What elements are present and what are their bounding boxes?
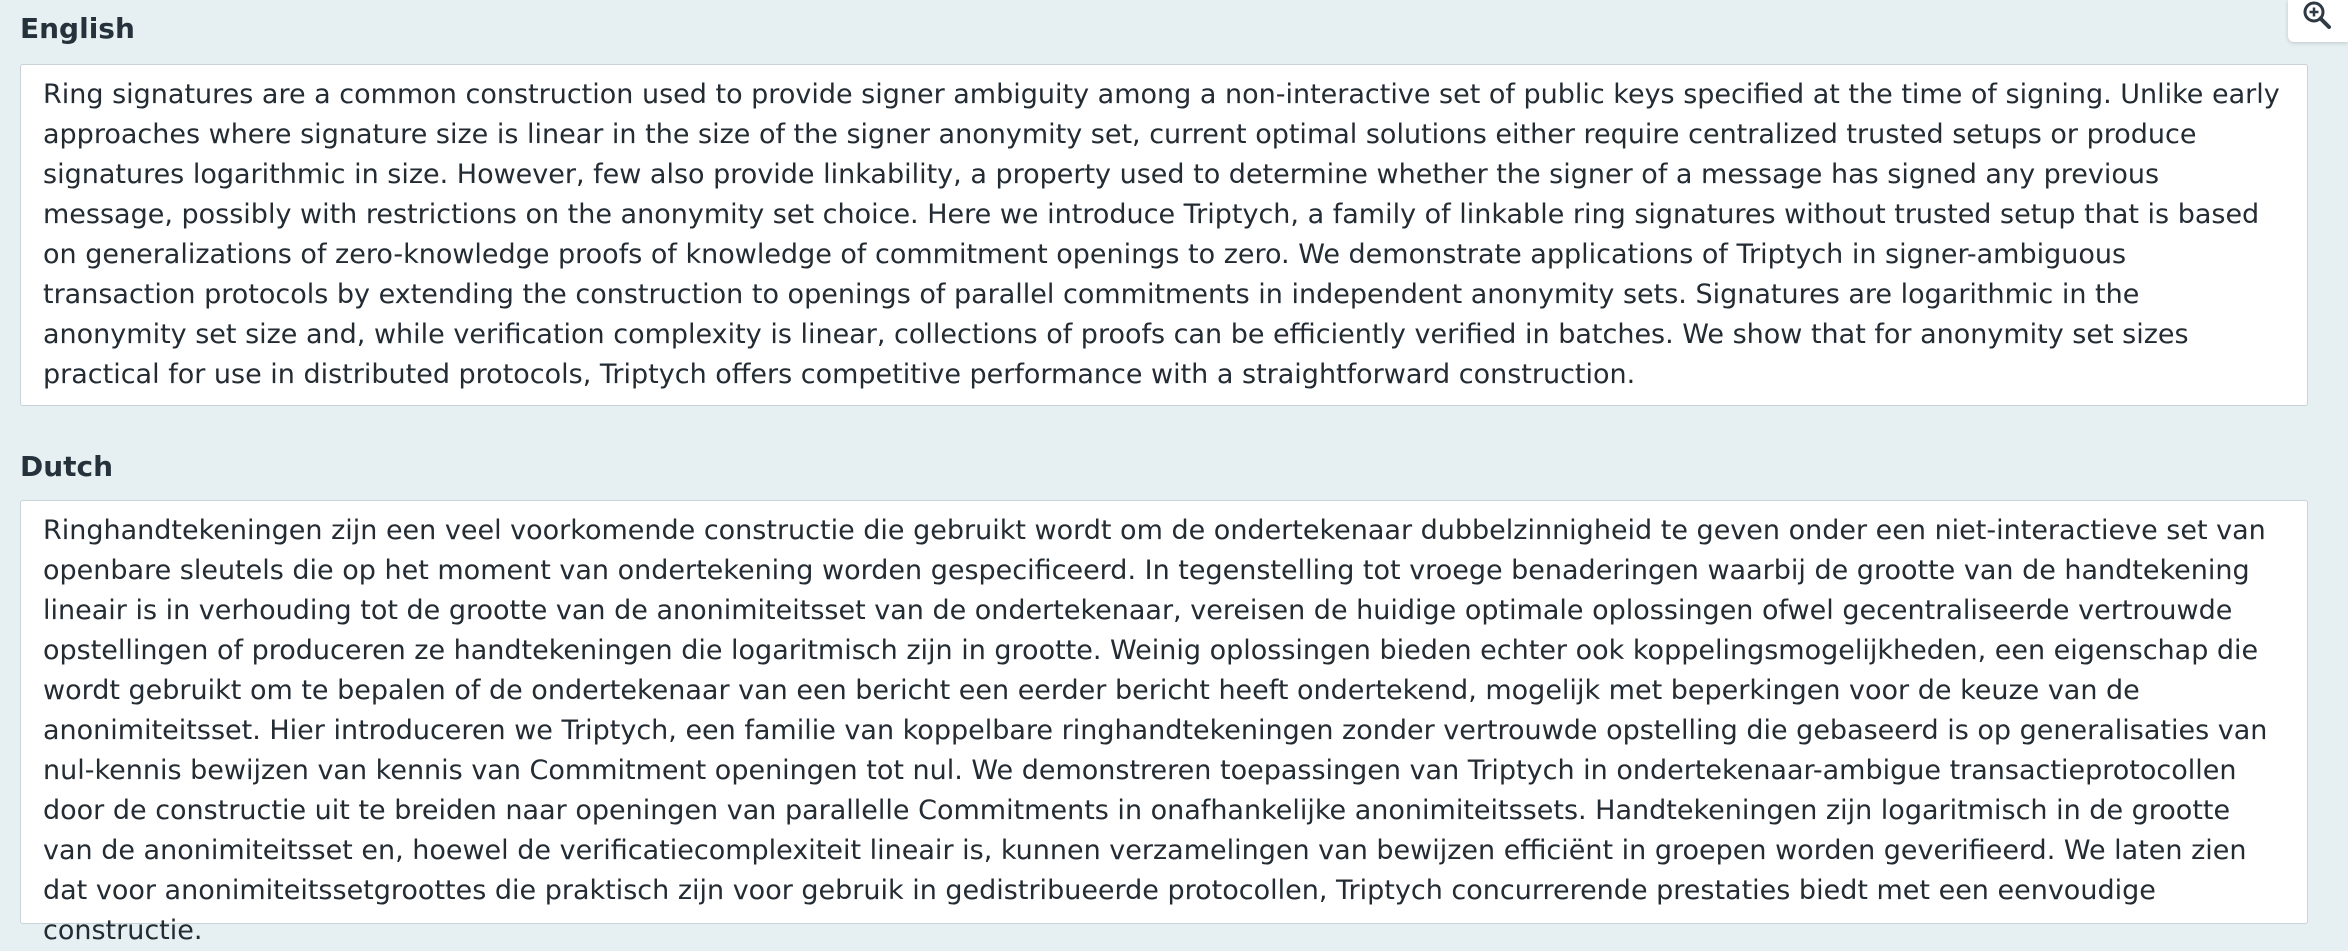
english-section-label: English (20, 12, 135, 45)
dutch-text-box[interactable]: Ringhandtekeningen zijn een veel voorkomende constructie die gebruikt wordt om de ondertekenaar dubbelzinnigheid te geven onder een niet-interactieve set van openbare sleutels die op het moment van ondertekening worden gespecificeerd. In tegenstelling tot vroege benaderingen waarbij de grootte van de handtekening lineair is in verhouding tot de grootte van de anonimiteitsset van de ondertekenaar, vereisen de huidige optimale oplossingen ofwel gecentraliseerde vertrouwde opstellingen of produceren ze handtekeningen die logaritmisch zijn in grootte. Weinig oplossingen bieden echter ook koppelingsmogelijkheden, een eigenschap die wordt gebruikt om te bepalen of de ondertekenaar van een bericht een eerder bericht heeft ondertekend, mogelijk met beperkingen voor de keuze van de anonimiteitsset. Hier introduceren we Triptych, een familie van koppelbare ringhandtekeningen zonder vertrouwde opstelling die gebaseerd is op generalisaties van nul-kennis bewijzen van kennis van Commitment openingen tot nul. We demonstreren toepassingen van Triptych in ondertekenaar-ambigue transactieprotocollen door de constructie uit te breiden naar openingen van parallelle Commitments in onafhankelijke anonimiteitssets. Handtekeningen zijn logaritmisch in de grootte van de anonimiteitsset en, hoewel de verificatiecomplexiteit lineair is, kunnen verzamelingen van bewijzen efficiënt in groepen worden geverifieerd. We laten zien dat voor anonimiteitssetgroottes die praktisch zijn voor gebruik in gedistribueerde protocollen, Triptych concurrerende prestaties biedt met een eenvoudige constructie. (20, 500, 2308, 924)
zoom-button[interactable] (2288, 0, 2348, 42)
english-text-box[interactable]: Ring signatures are a common construction used to provide signer ambiguity among a non-interactive set of public keys specified at the time of signing. Unlike early approaches where signature size is linear in the size of the signer anonymity set, current optimal solutions either require centralized trusted setups or produce signatures logarithmic in size. However, few also provide linkability, a property used to determine whether the signer of a message has signed any previous message, possibly with restrictions on the anonymity set choice. Here we introduce Triptych, a family of linkable ring signatures without trusted setup that is based on generalizations of zero-knowledge proofs of knowledge of commitment openings to zero. We demonstrate applications of Triptych in signer-ambiguous transaction protocols by extending the construction to openings of parallel commitments in independent anonymity sets. Signatures are logarithmic in the anonymity set size and, while verification complexity is linear, collections of proofs can be efficiently verified in batches. We show that for anonymity set sizes practical for use in distributed protocols, Triptych offers competitive performance with a straightforward construction. (20, 64, 2308, 406)
dutch-section-label: Dutch (20, 450, 114, 483)
zoom-in-icon (2298, 0, 2338, 38)
